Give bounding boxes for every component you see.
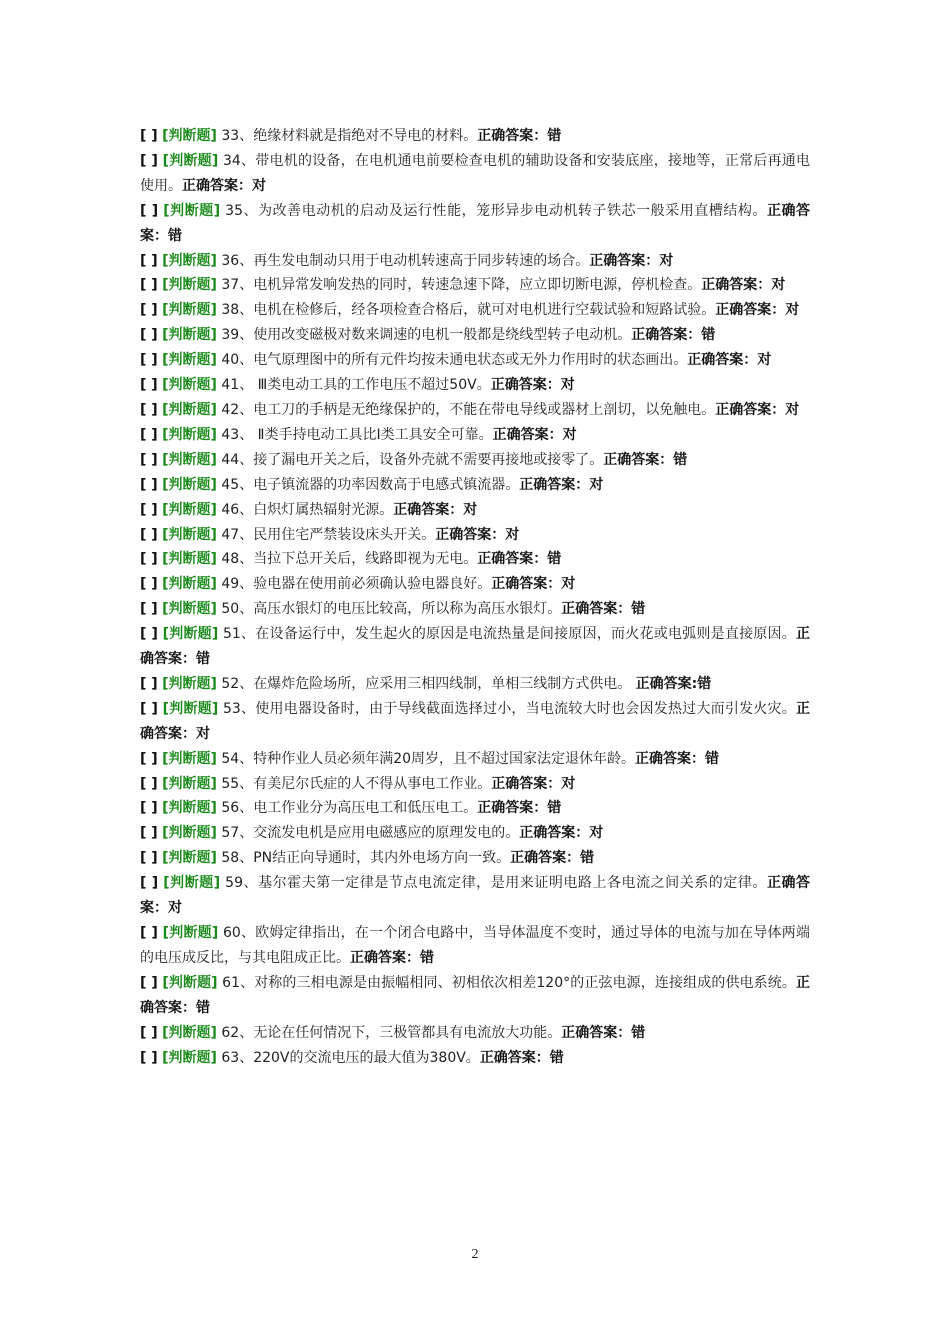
question-type-tag: [判断题] (162, 501, 217, 518)
question-item (140, 1046, 810, 1071)
question-type-tag: [判断题] (162, 800, 217, 817)
question-type-tag: [判断题] (162, 426, 217, 443)
question-text: 、再生发电制动只用于电动机转速高于同步转速的场合。 (239, 252, 590, 269)
answer-bracket: [ ] (140, 850, 158, 867)
question-text: 、电机异常发响发热的同时，转速急速下降，应立即切断电源，停机检查。 (239, 277, 702, 294)
question-text: 、电工作业分为高压电工和低压电工。 (239, 800, 478, 817)
question-text: 、为改善电动机的启动及运行性能，笼形异步电动机转子铁芯一般采用直槽结构。 (243, 202, 767, 219)
question-type-tag: [判断题] (162, 850, 217, 867)
question-item (140, 846, 810, 871)
answer-bracket: [ ] (140, 377, 158, 394)
question-text: 、无论在任何情况下，三极管都具有电流放大功能。 (239, 1024, 562, 1041)
question-text: 、电气原理图中的所有元件均按未通电状态或无外力作用时的状态画出。 (239, 352, 688, 369)
question-number: 53 (223, 700, 241, 717)
question-number: 40 (221, 352, 240, 369)
question-number: 63 (221, 1049, 240, 1066)
correct-answer: 正确答案：对 (393, 501, 478, 518)
question-number: 39 (221, 327, 240, 344)
correct-answer: 正确答案：错 (510, 850, 595, 867)
correct-answer: 正确答案：对 (715, 401, 800, 418)
question-number: 41 (221, 377, 240, 394)
correct-answer: 正确答案：错 (140, 974, 810, 1016)
answer-bracket: [ ] (140, 775, 158, 792)
question-item (140, 1021, 810, 1046)
answer-bracket: [ ] (140, 302, 158, 319)
question-item (140, 597, 810, 622)
question-text: 、电子镇流器的功率因数高于电感式镇流器。 (239, 476, 520, 493)
answer-bracket: [ ] (140, 1049, 158, 1066)
correct-answer: 正确答案:错 (635, 675, 712, 692)
answer-bracket: [ ] (140, 601, 158, 618)
question-number: 54 (221, 750, 240, 767)
question-text: 、民用住宅严禁装设床头开关。 (239, 526, 436, 543)
question-text: 、验电器在使用前必须确认验电器良好。 (239, 576, 492, 593)
question-number: 57 (221, 825, 240, 842)
question-item (140, 398, 810, 423)
answer-bracket: [ ] (140, 277, 158, 294)
question-item (140, 672, 810, 697)
question-item (140, 697, 810, 747)
question-text: 、有美尼尔氏症的人不得从事电工作业。 (239, 775, 492, 792)
answer-bracket: [ ] (140, 426, 158, 443)
question-item (140, 971, 810, 1021)
question-number: 38 (221, 302, 240, 319)
question-type-tag: [判断题] (162, 277, 217, 294)
question-number: 45 (221, 476, 240, 493)
question-text: 、基尔霍夫第一定律是节点电流定律，是用来证明电路上各电流之间关系的定律。 (243, 875, 767, 892)
correct-answer: 正确答案：对 (492, 426, 577, 443)
question-type-tag: [判断题] (163, 202, 221, 219)
question-item (140, 747, 810, 772)
question-text: 、高压水银灯的电压比较高，所以称为高压水银灯。 (239, 601, 562, 618)
correct-answer: 正确答案：对 (589, 252, 674, 269)
question-item (140, 796, 810, 821)
question-number: 51 (223, 626, 241, 643)
question-type-tag: [判断题] (162, 974, 218, 991)
question-number: 37 (221, 277, 240, 294)
question-number: 58 (221, 850, 240, 867)
answer-bracket: [ ] (140, 576, 158, 593)
question-number: 42 (221, 401, 240, 418)
correct-answer: 正确答案：错 (635, 750, 720, 767)
question-type-tag: [判断题] (162, 700, 219, 717)
question-type-tag: [判断题] (162, 352, 217, 369)
question-number: 55 (221, 775, 240, 792)
question-number: 61 (222, 974, 240, 991)
question-text: 、欧姆定律指出，在一个闭合电路中，当导体温度不变时，通过导体的电流与加在导体两端的电压成反比，与其电阻成正比。 (140, 925, 811, 966)
question-type-tag: [判断题] (162, 252, 217, 269)
question-item (140, 199, 810, 249)
correct-answer: 正确答案：错 (603, 451, 688, 468)
correct-answer: 正确答案：对 (715, 302, 800, 319)
question-text: 、接了漏电开关之后，设备外壳就不需要再接地或接零了。 (239, 451, 604, 468)
correct-answer: 正确答案：对 (519, 476, 604, 493)
correct-answer: 正确答案：对 (182, 177, 266, 194)
correct-answer: 正确答案：对 (519, 825, 604, 842)
question-number: 50 (221, 601, 240, 618)
answer-bracket: [ ] (140, 128, 158, 144)
question-item (140, 273, 810, 298)
question-item (140, 523, 810, 548)
answer-bracket: [ ] (140, 875, 159, 892)
question-item (140, 124, 810, 149)
question-item (140, 298, 810, 323)
question-number: 43 (221, 426, 240, 443)
answer-bracket: [ ] (140, 352, 158, 369)
correct-answer: 正确答案：对 (687, 352, 772, 369)
question-type-tag: [判断题] (162, 152, 219, 169)
question-text: 、使用电器设备时，由于导线截面选择过小，当电流较大时也会因发热过大而引发火灾。 (240, 700, 797, 717)
question-type-tag: [判断题] (162, 825, 217, 842)
question-list (140, 124, 810, 1070)
question-type-tag: [判断题] (162, 401, 217, 418)
question-type-tag: [判断题] (162, 551, 217, 568)
question-text: 、PN结正向导通时，其内外电场方向一致。 (239, 850, 511, 867)
question-type-tag: [判断题] (162, 377, 217, 394)
answer-bracket: [ ] (140, 675, 158, 692)
question-number: 35 (225, 202, 243, 219)
question-text: 、带电机的设备，在电机通电前要检查电机的辅助设备和安装底座，接地等，正常后再通电使用。 (140, 152, 811, 194)
answer-bracket: [ ] (140, 526, 158, 543)
question-type-tag: [判断题] (162, 128, 217, 144)
question-item (140, 498, 810, 523)
answer-bracket: [ ] (140, 252, 158, 269)
correct-answer: 正确答案：错 (140, 202, 811, 244)
question-number: 34 (223, 152, 241, 169)
answer-bracket: [ ] (140, 202, 159, 219)
correct-answer: 正确答案：错 (477, 800, 562, 817)
answer-bracket: [ ] (140, 974, 158, 991)
question-text: 、当拉下总开关后，线路即视为无电。 (239, 551, 478, 568)
correct-answer: 正确答案：对 (140, 700, 811, 742)
question-text: 、交流发电机是应用电磁感应的原理发电的。 (239, 825, 520, 842)
question-text: 、在爆炸危险场所，应采用三相四线制，单相三线制方式供电。 (239, 675, 636, 692)
question-text: 、特种作业人员必须年满20周岁，且不超过国家法定退休年龄。 (239, 750, 636, 767)
question-item (140, 547, 810, 572)
answer-bracket: [ ] (140, 152, 158, 169)
question-item (140, 871, 810, 921)
question-item (140, 821, 810, 846)
question-type-tag: [判断题] (162, 1049, 217, 1066)
question-type-tag: [判断题] (162, 526, 217, 543)
question-type-tag: [判断题] (162, 476, 217, 493)
question-type-tag: [判断题] (162, 675, 217, 692)
question-item (140, 373, 810, 398)
question-number: 48 (221, 551, 240, 568)
question-item (140, 448, 810, 473)
question-item (140, 149, 810, 199)
answer-bracket: [ ] (140, 800, 158, 817)
question-type-tag: [判断题] (162, 626, 219, 643)
question-number: 33 (221, 128, 240, 144)
correct-answer: 正确答案：对 (435, 526, 520, 543)
correct-answer: 正确答案：对 (490, 377, 575, 394)
answer-bracket: [ ] (140, 700, 158, 717)
question-text: 、绝缘材料就是指绝对不导电的材料。 (239, 128, 478, 144)
question-text: 、电工刀的手柄是无绝缘保护的，不能在带电导线或器材上剖切，以免触电。 (239, 401, 716, 418)
question-item (140, 473, 810, 498)
question-text: 、白炽灯属热辐射光源。 (239, 501, 394, 518)
question-item (140, 249, 810, 274)
question-type-tag: [判断题] (162, 1024, 217, 1041)
answer-bracket: [ ] (140, 501, 158, 518)
question-number: 52 (221, 675, 240, 692)
question-text: 、220V的交流电压的最大值为380V。 (239, 1049, 480, 1066)
question-number: 47 (221, 526, 240, 543)
answer-bracket: [ ] (140, 925, 158, 941)
question-number: 36 (221, 252, 240, 269)
answer-bracket: [ ] (140, 327, 158, 344)
question-item (140, 323, 810, 348)
correct-answer: 正确答案：错 (477, 551, 562, 568)
question-type-tag: [判断题] (162, 925, 219, 941)
question-item (140, 921, 810, 971)
question-text: 、在设备运行中，发生起火的原因是电流热量是间接原因，而火花或电弧则是直接原因。 (240, 626, 797, 643)
question-item (140, 772, 810, 797)
question-number: 49 (221, 576, 240, 593)
answer-bracket: [ ] (140, 401, 158, 418)
answer-bracket: [ ] (140, 551, 158, 568)
question-item (140, 348, 810, 373)
question-type-tag: [判断题] (162, 302, 217, 319)
correct-answer: 正确答案：错 (140, 626, 811, 668)
question-number: 46 (221, 501, 240, 518)
question-type-tag: [判断题] (162, 576, 217, 593)
correct-answer: 正确答案：错 (561, 601, 646, 618)
question-text: 、 Ⅱ类手持电动工具比Ⅰ类工具安全可靠。 (239, 426, 493, 443)
page-number: 2 (471, 1247, 479, 1262)
correct-answer: 正确答案：对 (140, 875, 811, 917)
answer-bracket: [ ] (140, 451, 158, 468)
answer-bracket: [ ] (140, 750, 158, 767)
question-text: 、对称的三相电源是由振幅相同、初相依次相差120°的正弦电源，连接组成的供电系统。 (239, 974, 796, 991)
correct-answer: 正确答案：对 (491, 576, 576, 593)
question-type-tag: [判断题] (162, 327, 217, 344)
question-text: 、使用改变磁极对数来调速的电机一般都是绕线型转子电动机。 (239, 327, 632, 344)
question-type-tag: [判断题] (162, 775, 217, 792)
correct-answer: 正确答案：对 (491, 775, 576, 792)
question-number: 60 (223, 925, 241, 941)
question-number: 59 (225, 875, 243, 892)
answer-bracket: [ ] (140, 1024, 158, 1041)
question-number: 56 (221, 800, 240, 817)
question-item (140, 622, 810, 672)
correct-answer: 正确答案：错 (350, 949, 434, 966)
correct-answer: 正确答案：错 (479, 1049, 564, 1066)
correct-answer: 正确答案：错 (477, 128, 562, 144)
answer-bracket: [ ] (140, 825, 158, 842)
question-item (140, 572, 810, 597)
question-type-tag: [判断题] (162, 601, 217, 618)
answer-bracket: [ ] (140, 626, 158, 643)
question-text: 、 Ⅲ类电动工具的工作电压不超过50V。 (239, 377, 491, 394)
question-type-tag: [判断题] (163, 875, 221, 892)
correct-answer: 正确答案：错 (631, 327, 716, 344)
question-number: 44 (221, 451, 240, 468)
correct-answer: 正确答案：错 (561, 1024, 646, 1041)
answer-bracket: [ ] (140, 476, 158, 493)
correct-answer: 正确答案：对 (701, 277, 786, 294)
question-item (140, 423, 810, 448)
question-text: 、电机在检修后，经各项检查合格后，就可对电机进行空载试验和短路试验。 (239, 302, 716, 319)
question-number: 62 (221, 1024, 240, 1041)
question-type-tag: [判断题] (162, 451, 217, 468)
question-type-tag: [判断题] (162, 750, 217, 767)
